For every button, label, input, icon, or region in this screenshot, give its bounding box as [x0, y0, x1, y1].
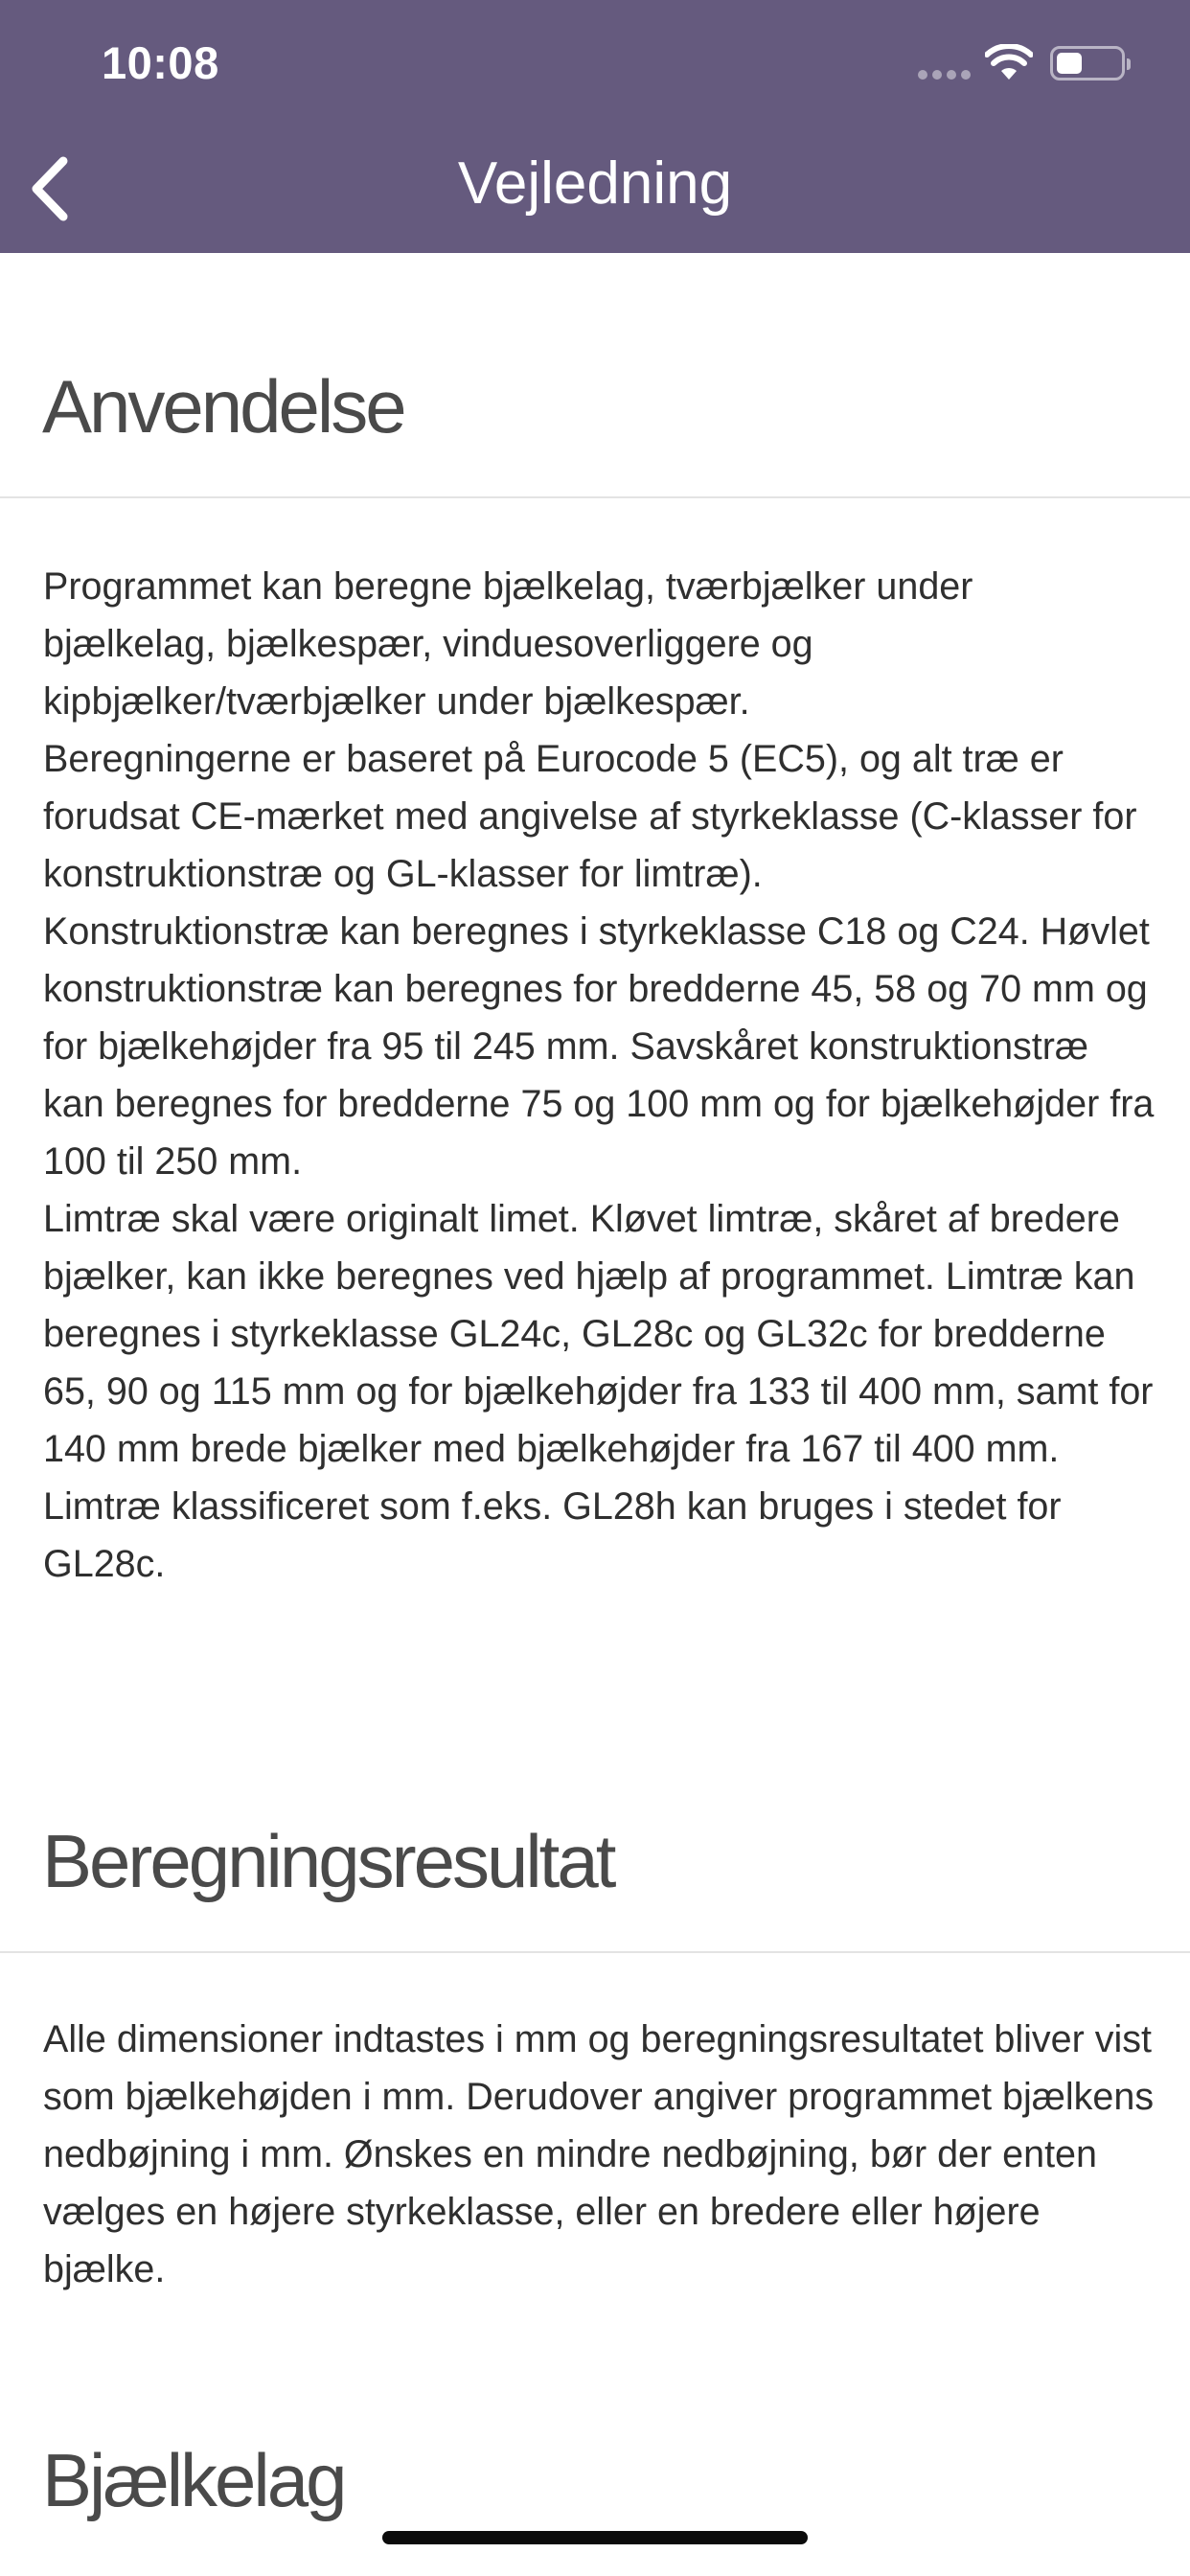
- paragraph: Beregningerne er baseret på Eurocode 5 (EC5), og alt træ er forudsat CE-mærket med angivelse af styrkeklasse (C-klasser for konstruktionstræ og GL-klasser for limtræ).: [43, 738, 1137, 895]
- signal-dots-icon: [918, 70, 972, 81]
- status-bar-time: 10:08: [102, 37, 219, 88]
- section-heading-bjaelkelag: Bjælkelag: [42, 2438, 345, 2522]
- paragraph: Alle dimensioner indtastes i mm og beregningsresultatet bliver vist som bjælkehøjden i mm. Derudover angiver programmet bjælkens nedbøjning i mm. Ønskes en mindre nedbøjning, bør der enten vælges en højere styrkeklasse, eller en bredere eller højere bjælke.: [43, 2018, 1155, 2290]
- paragraph: Limtræ skal være originalt limet. Kløvet limtræ, skåret af bredere bjælker, kan ikke beregnes ved hjælp af programmet. Limtræ kan beregnes i styrkeklasse GL24c, GL28c og GL32c for bredderne 65, 90 og 115 mm og for bjælkehøjder fra 133 til 400 mm, samt for 140 mm brede bjælker med bjælkehøjder fra 167 til 400 mm. Limtræ klassificeret som f.eks. GL28h kan bruges i stedet for GL28c.: [43, 1198, 1154, 1585]
- paragraph: Programmet kan beregne bjælkelag, tværbjælker under bjælkelag, bjælkespær, vinduesoverliggere og kipbjælker/tværbjælker under bjælkespær.: [43, 565, 973, 723]
- battery-level-fill: [1057, 53, 1082, 74]
- page-title: Vejledning: [457, 150, 733, 217]
- navigation-header: [0, 0, 1190, 253]
- section-heading-anvendelse: Anvendelse: [42, 364, 404, 448]
- battery-icon: [1050, 46, 1125, 80]
- wifi-icon: [985, 44, 1033, 82]
- section-heading-beregningsresultat: Beregningsresultat: [42, 1819, 614, 1903]
- section-divider: [0, 496, 1190, 498]
- paragraph: Konstruktionstræ kan beregnes i styrkeklasse C18 og C24. Høvlet konstruktionstræ kan beregnes for bredderne 45, 58 og 70 mm og for bjælkehøjder fra 95 til 245 mm. Savskåret konstruktionstræ kan beregnes for bredderne 75 og 100 mm og for bjælkehøjder fra 100 til 250 mm.: [43, 910, 1155, 1183]
- home-indicator[interactable]: [382, 2531, 808, 2544]
- section-divider: [0, 1951, 1190, 1953]
